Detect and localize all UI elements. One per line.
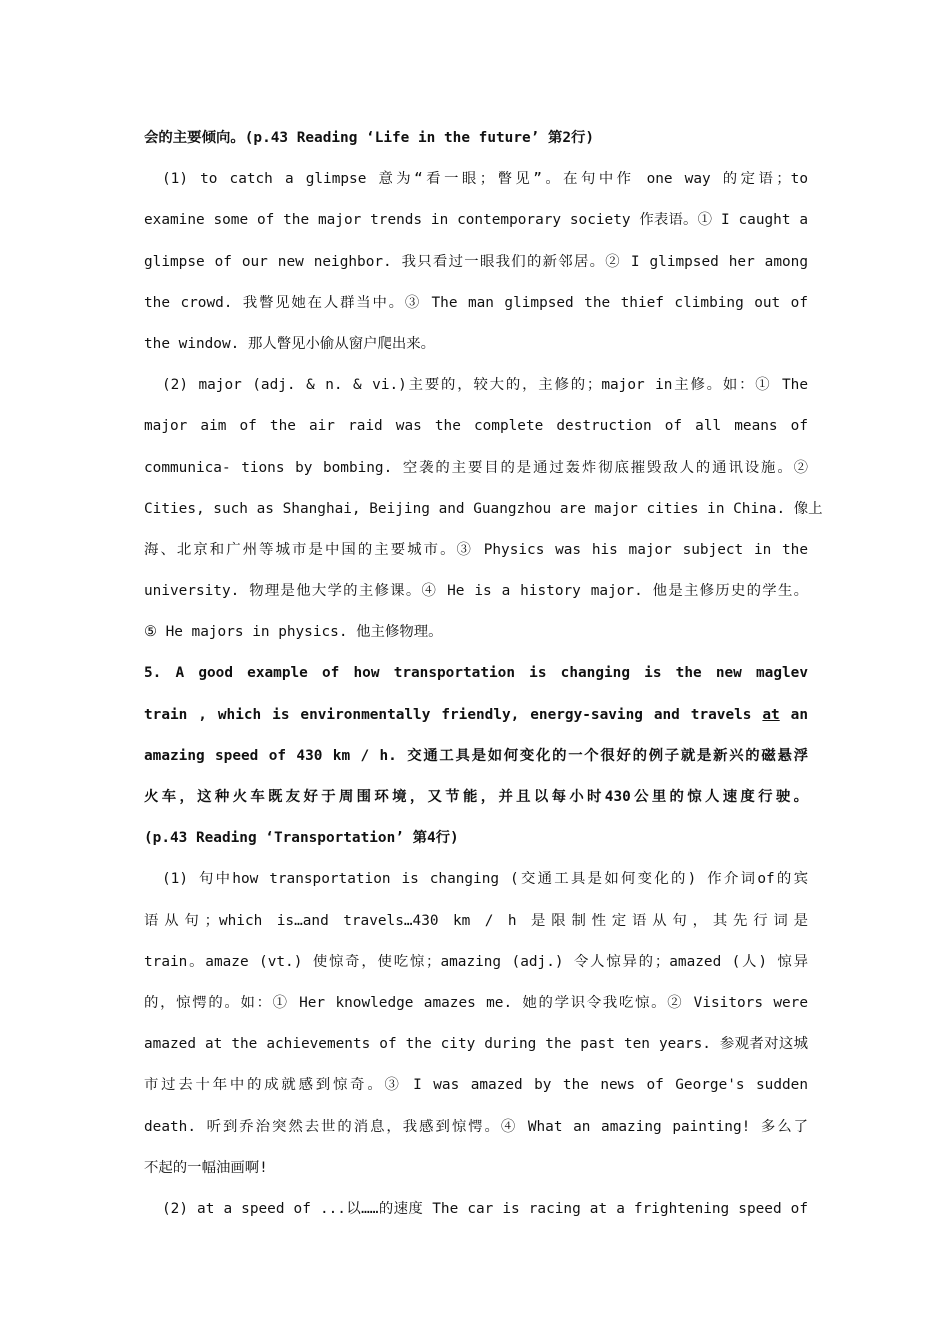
- text-line: 市过去十年中的成就感到惊奇。③ I was amazed by the news of George's sudden: [144, 1077, 808, 1094]
- text-line: train。amaze (vt.) 使惊奇，使吃惊；amazing (adj.) 令人惊异的；amazed (人) 惊异: [144, 953, 808, 970]
- text-line: glimpse of our new neighbor. 我只看过一眼我们的新邻居。② I glimpsed her among: [144, 253, 808, 270]
- text-line: 会的主要倾向。(p.43 Reading ‘Life in the future’ 第2行): [144, 130, 595, 146]
- section-heading-line: 火车，这种火车既友好于周围环境，又节能，并且以每小时430公里的惊人速度行驶。: [144, 789, 808, 805]
- text-line: university. 物理是他大学的主修课。④ He is a history major. 他是主修历史的学生。: [144, 583, 808, 600]
- text-line: 语从句；which is…and travels…430 km / h 是限制性定语从句，其先行词是: [144, 912, 808, 929]
- section-heading-line: 5. A good example of how transportation is changing is the new maglev: [144, 665, 808, 682]
- document-page: [144, 118, 823, 1230]
- section-heading-line: [144, 695, 808, 736]
- text-line: ⑤ He majors in physics. 他主修物理。: [144, 624, 443, 641]
- text-line: amazed at the achievements of the city during the past ten years. 参观者对这城: [144, 1036, 808, 1053]
- text-line: examine some of the major trends in contemporary society 作表语。① I caught a: [144, 212, 808, 229]
- text-line: 的，惊愕的。如：① Her knowledge amazes me. 她的学识令我吃惊。② Visitors were: [144, 994, 808, 1011]
- text-line: (2) at a speed of ...以……的速度 The car is racing at a frightening speed of: [162, 1200, 808, 1217]
- text-line: the window. 那人瞥见小偷从窗户爬出来。: [144, 335, 436, 352]
- text-line: communica- tions by bombing. 空袭的主要目的是通过轰炸彻底摧毁敌人的通讯设施。②: [144, 459, 808, 476]
- heading-text: an: [779, 706, 808, 723]
- text-line: Cities, such as Shanghai, Beijing and Guangzhou are major cities in China. 像上: [144, 500, 823, 517]
- section-heading-line: amazing speed of 430 km / h. 交通工具是如何变化的一个很好的例子就是新兴的磁悬浮: [144, 747, 808, 764]
- text-line: major aim of the air raid was the complete destruction of all means of: [144, 418, 808, 435]
- underlined-word: at: [762, 706, 780, 723]
- heading-text: train , which is environmentally friendly, energy-saving and travels: [144, 706, 763, 723]
- text-line: (2) major (adj. & n. & vi.)主要的，较大的，主修的；major in主修。如：① The: [162, 377, 808, 394]
- text-line: death. 听到乔治突然去世的消息，我感到惊愕。④ What an amazing painting! 多么了: [144, 1118, 808, 1135]
- text-line: (1) to catch a glimpse 意为“看一眼；瞥见”。在句中作 one way 的定语；to: [162, 171, 808, 188]
- text-line: 不起的一幅油画啊!: [144, 1159, 268, 1176]
- text-line: 海、北京和广州等城市是中国的主要城市。③ Physics was his major subject in the: [144, 541, 808, 558]
- text-line: the crowd. 我瞥见她在人群当中。③ The man glimpsed the thief climbing out of: [144, 294, 808, 311]
- text-line: (1) 句中how transportation is changing (交通工具是如何变化的) 作介词of的宾: [162, 871, 808, 888]
- section-reference: (p.43 Reading ‘Transportation’ 第4行): [144, 830, 459, 847]
